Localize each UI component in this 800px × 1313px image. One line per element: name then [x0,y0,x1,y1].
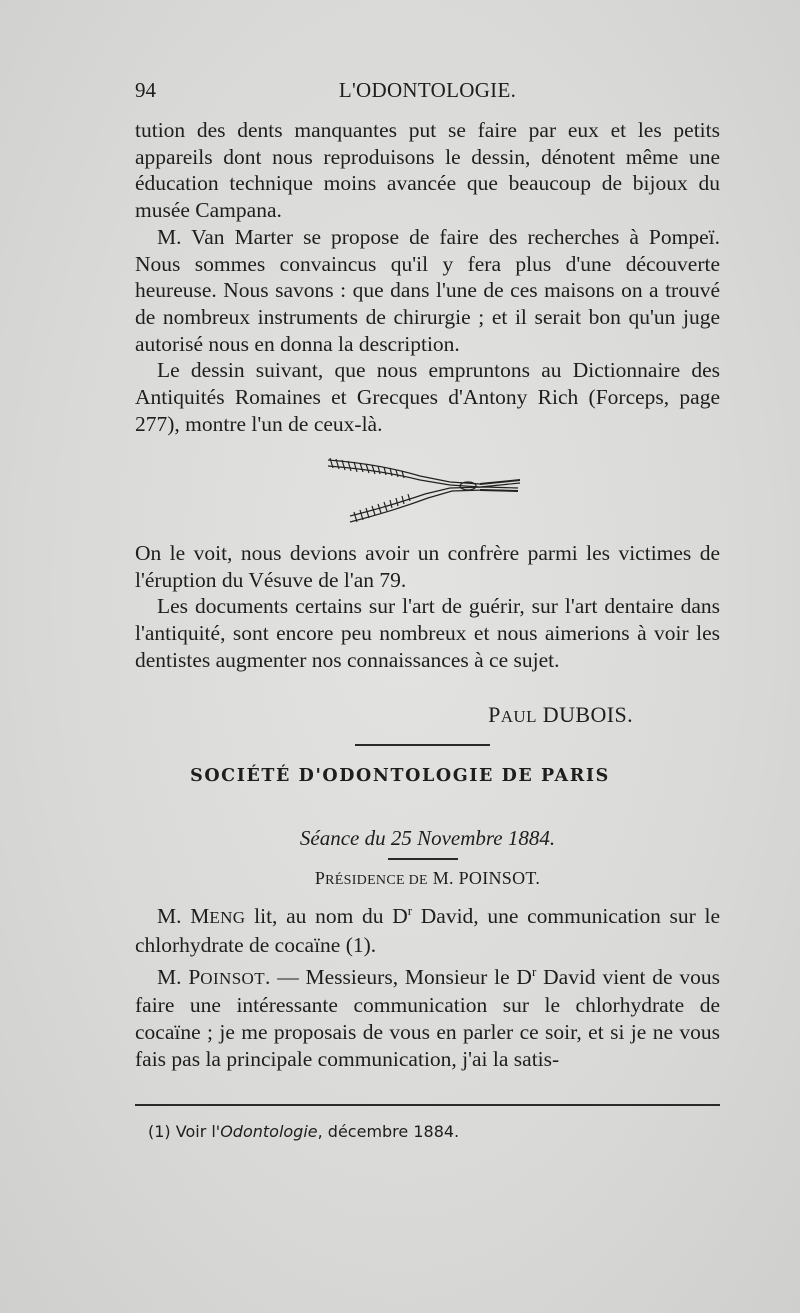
paragraph: Les documents certains sur l'art de guérir, sur l'art dentaire dans l'antiquité, sont encore peu nombreux et nous aimerions à voir les dentistes augmenter nos connaissances à ce sujet. [135,594,720,672]
paragraph: On le voit, nous devions avoir un confrère parmi les victimes de l'éruption du Vésuve de l'an 79. [135,541,720,592]
paragraph: M. MENG lit, au nom du $D^r$ David, une communication sur le chlorhydrate de cocaïne (1). [135,903,721,957]
footnote-divider [135,1104,720,1106]
session-date: Séance du 25 Novembre 1884. [299,826,556,850]
footnote: (1) Voir l'Odontologie, décembre 1884. [148,1122,460,1141]
short-divider [388,858,458,860]
section-title: SOCIÉTÉ D'ODONTOLOGIE DE PARIS [190,766,610,786]
author-signature: PAUL DUBOIS. [488,702,633,727]
paragraph: Le dessin suivant, que nous empruntons au Dictionnaire des Antiquités Romaines et Grecques d'Antony Rich (Forceps, page 277), montre l'un de ceux-là. [135,358,720,436]
section-divider [355,744,490,746]
paragraph: M. Van Marter se propose de faire des recherches à Pompeï. Nous sommes convaincus qu'il y fera plus d'une découverte heureuse. Nous savons : que dans l'une de ces maisons on a trouvé de nombreux instruments de chirurgie ; et il serait bon qu'un juge autorisé nous en donna la description. [135,224,720,356]
running-title: L'ODONTOLOGIE. [338,78,517,102]
presidency-line: PRÉSIDENCE DE M. POINSOT. [314,868,541,888]
paragraph: tution des dents manquantes put se faire par eux et les petits appareils dont nous reproduisons le dessin, dénotent même une éducation technique moins avancée que beaucoup de bijoux du musée Campana. [135,118,720,223]
forceps-illustration [320,450,525,530]
page-number: 94 [135,78,156,102]
body-text-top [135,117,720,437]
paragraph: M. POINSOT. — Messieurs, Monsieur le $D^r$ David vient de vous faire une intéressante communication sur le chlorhydrate de cocaïne ; je me proposais de vous en parler ce soir, et si je ne vous fais pas la principale communication, j'ai la satis- [135,963,720,1071]
body-text-bottom [135,898,720,1073]
running-header [135,78,720,106]
body-text-middle [135,540,720,674]
